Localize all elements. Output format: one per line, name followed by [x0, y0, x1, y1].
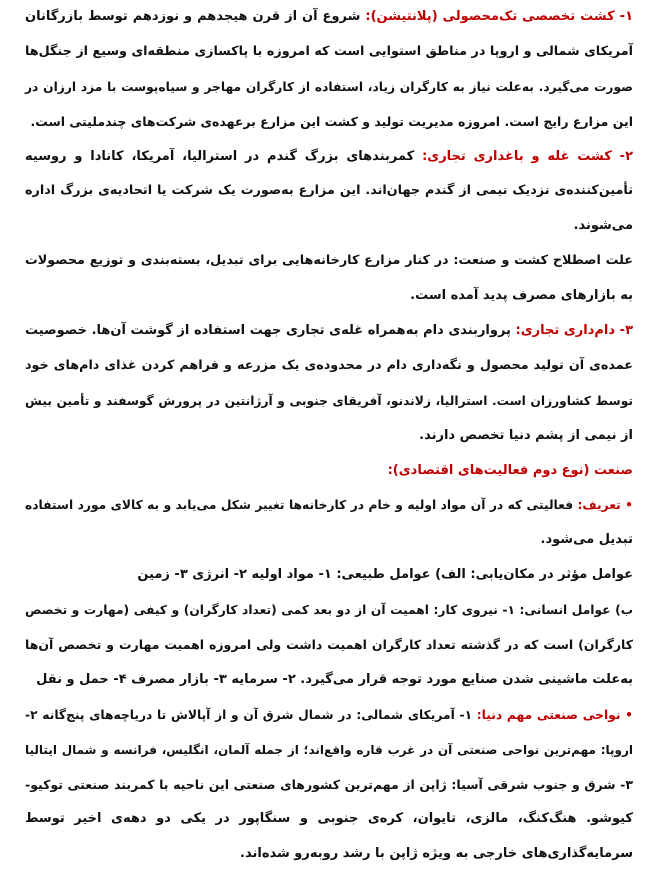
- line-text: فعالیتی که در آن مواد اولیه و خام در کارخانه‌ها تغییر شکل می‌یابد و به کالای مورد استفاده: [25, 498, 578, 513]
- text-line: [25, 244, 633, 279]
- line-text: عمده‌ی آن تولید محصول و نگه‌داری دام در محدوده‌ی یک مزرعه و فراهم کردن غذای دام‌های خود: [25, 357, 633, 373]
- line-text: آمریکای شمالی و اروپا در مناطق استوایی است که امروزه با پاکسازی منطقه‌ای وسیع از جنگل‌ها: [25, 43, 633, 59]
- item-heading: ۱- کشت تخصصی تک‌محصولی (پلانتیشن):: [365, 9, 634, 24]
- text-line: [25, 837, 633, 872]
- line-text: پرواربندی دام به‌همراه غله‌ی تجاری جهت استفاده از گوشت آن‌ها. خصوصیت: [25, 323, 516, 339]
- line-text: اروپا: مهم‌ترین نواحی صنعتی آن در غرب قاره واقع‌اند؛ از جمله آلمان، انگلیس، فرانسه و شمال ایتالیا: [25, 742, 633, 757]
- text-line: [25, 733, 633, 768]
- item-heading: • تعریف:: [577, 498, 633, 513]
- item-heading: ۲- کشت غله و باغداری تجاری:: [422, 148, 634, 164]
- line-text: شروع آن از قرن هیجدهم و نوزدهم توسط بازرگانان: [25, 9, 366, 24]
- text-line: [25, 140, 633, 175]
- text-line: [25, 628, 633, 663]
- document-body: [25, 0, 633, 872]
- line-text: علت اصطلاح کشت و صنعت: در کنار مزارع کارخانه‌هایی برای تبدیل، بسته‌بندی و توزیع محصولات: [25, 253, 633, 269]
- text-line: [25, 349, 633, 384]
- text-line: [25, 314, 633, 349]
- line-text: ب) عوامل انسانی: ۱- نیروی کار: اهمیت آن از دو بعد کمی (تعداد کارگران) و کیفی (مهارت و تخصص: [25, 603, 634, 618]
- line-text: از نیمی از پشم دنیا تخصص دارند.: [419, 427, 633, 443]
- text-line: [25, 0, 633, 35]
- item-heading: ۳- دام‌داری تجاری:: [515, 323, 634, 339]
- line-text: کیوشو. هنگ‌کنگ، مالزی، تایوان، کره‌ی جنوبی و سنگاپور در یکی دو دهه‌ی اخیر توسط: [25, 811, 633, 827]
- line-text: تأمین‌کننده‌ی نزدیک نیمی از گندم جهان‌اند. این مزارع به‌صورت یک شرکت یا اتحادیه‌ی بزرگ اداره: [25, 183, 633, 199]
- text-line: [25, 70, 633, 105]
- line-text: تبدیل می‌شود.: [540, 532, 633, 548]
- text-line: [25, 593, 633, 628]
- item-heading: • نواحی صنعتی مهم دنیا:: [476, 707, 633, 722]
- line-text: به‌علت ماشینی شدن صنایع مورد توجه قرار می‌گیرد. ۲- سرمایه ۳- بازار مصرف ۴- حمل و نقل: [36, 671, 633, 687]
- line-text: کمربندهای بزرگ گندم در استرالیا، آمریکا، کانادا و روسیه: [25, 148, 423, 164]
- text-line: [25, 279, 633, 314]
- text-line: [25, 768, 633, 803]
- text-line: [25, 419, 633, 454]
- line-text: سرمایه‌گذاری‌های خارجی به ویژه ژاپن با رشد روبه‌رو شده‌اند.: [240, 846, 633, 862]
- line-text: این مزارع رایج است. امروزه مدیریت تولید و کشت این مزارع برعهده‌ی شرکت‌های چندملیتی است.: [30, 113, 633, 129]
- line-text: می‌شوند.: [573, 218, 633, 234]
- text-line: [25, 523, 633, 558]
- line-text: عوامل مؤثر در مکان‌یابی: الف) عوامل طبیعی: ۱- مواد اولیه ۲- انرژی ۳- زمین: [137, 567, 633, 583]
- text-line: [25, 174, 633, 209]
- line-text: صورت می‌گیرد. به‌علت نیاز به کارگران زیاد، استفاده از کارگران مهاجر و سیاه‌پوست با مزد ارزان در: [25, 79, 633, 94]
- text-line: [25, 35, 633, 70]
- line-text: توسط کشاورزان است. استرالیا، زلاندنو، آفریقای جنوبی و آرژانتین در پرورش گوسفند و تأمین بیش: [25, 393, 633, 408]
- line-text: ۳- شرق و جنوب شرقی آسیا: ژاپن از مهم‌ترین کشورهای صنعتی این ناحیه با کمربند صنعتی توکیو-: [25, 776, 633, 792]
- line-text: به بازارهای مصرف پدید آمده است.: [410, 288, 633, 304]
- text-line: [25, 663, 633, 698]
- text-line: [25, 488, 633, 523]
- section-heading: [25, 454, 633, 489]
- section-title: صنعت (نوع دوم فعالیت‌های اقتصادی):: [387, 462, 633, 478]
- text-line: [25, 558, 633, 593]
- text-line: [25, 698, 633, 733]
- text-line: [25, 105, 633, 140]
- line-text: کارگران) است که در گذشته تعداد کارگران اهمیت داشت ولی امروزه اهمیت مهارت و تخصص آن‌ها: [25, 637, 633, 653]
- line-text: ۱- آمریکای شمالی: در شمال شرق آن و از آپالاش تا دریاچه‌های پنج‌گانه ۲-: [25, 707, 477, 722]
- text-line: [25, 384, 633, 419]
- text-line: [25, 802, 633, 837]
- text-line: [25, 209, 633, 244]
